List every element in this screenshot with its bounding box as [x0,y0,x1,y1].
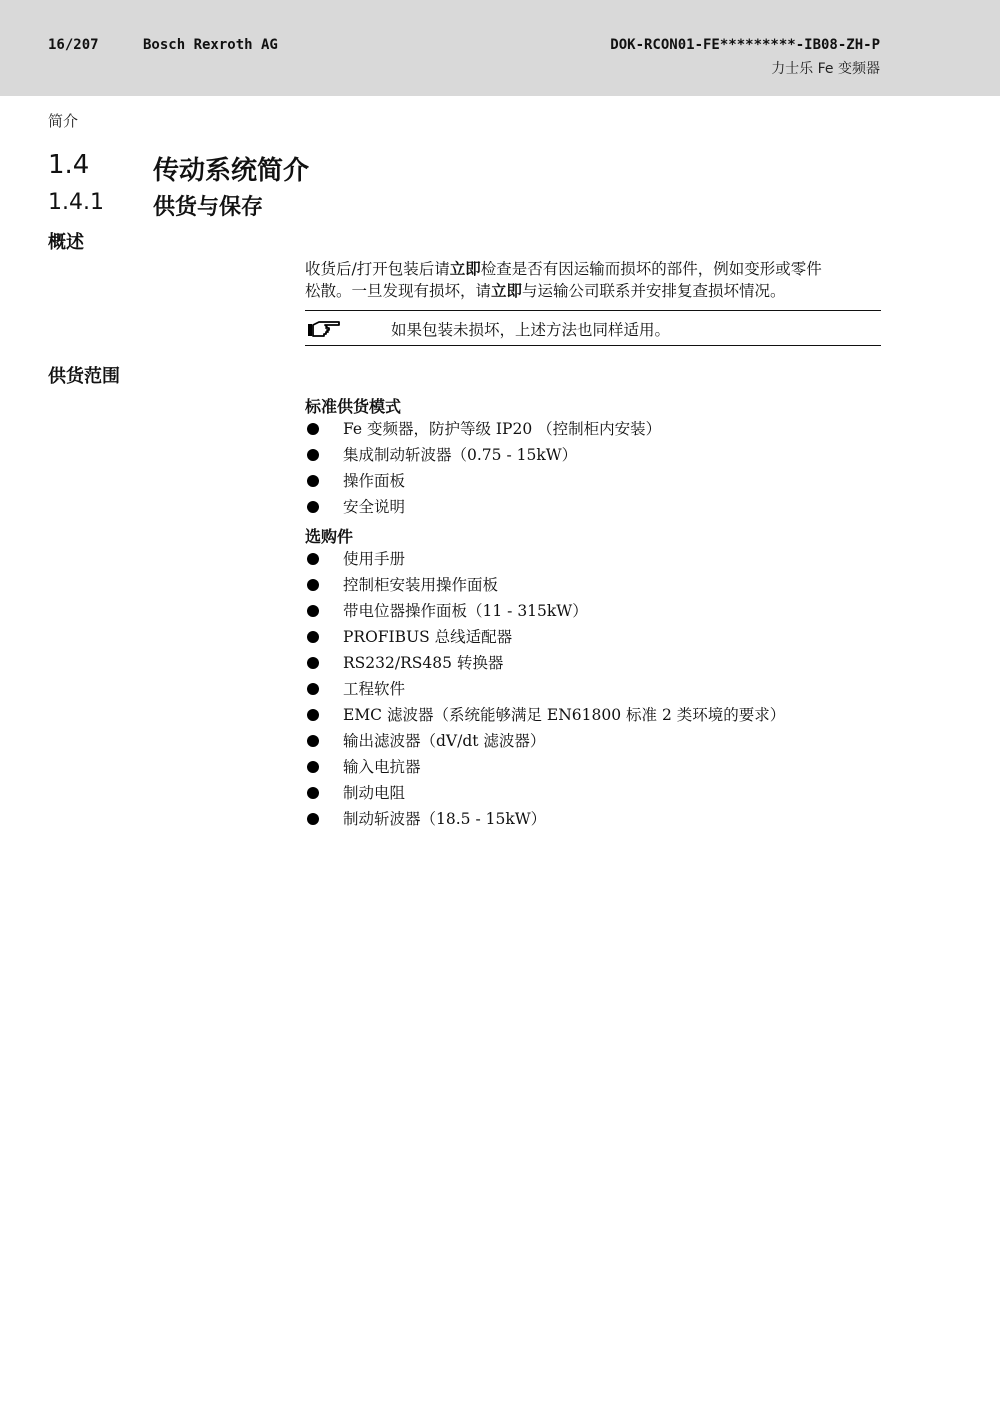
bullet-icon [307,787,319,799]
list-item [305,702,785,728]
bullet-icon [307,761,319,773]
overview-emphasis: 立即 [491,281,523,300]
list-item [305,416,661,442]
page-number: 16/207 [48,37,99,53]
overview-line-1 [305,258,885,280]
list-item [305,624,785,650]
list-item-text: PROFIBUS 总线适配器 [343,628,513,646]
overview-text: 收货后/打开包装后请 [305,260,450,278]
bullet-icon [307,735,319,747]
overview-paragraph [305,258,885,302]
bullet-icon [307,553,319,565]
optional-list [305,546,785,832]
bullet-icon [307,501,319,513]
list-item [305,598,785,624]
list-item [305,650,785,676]
list-item [305,806,785,832]
bullet-icon [307,423,319,435]
bullet-icon [307,683,319,695]
list-item-text: 集成制动斩波器（0.75 - 15kW） [343,446,578,464]
pointing-hand-icon [307,318,341,338]
list-item-text: RS232/RS485 转换器 [343,654,504,672]
list-item [305,494,661,520]
list-item-text: 制动斩波器（18.5 - 15kW） [343,810,547,828]
bullet-icon [307,579,319,591]
list-item [305,780,785,806]
page-header [0,0,1000,96]
list-item-text: 控制柜安装用操作面板 [343,576,499,594]
list-item [305,468,661,494]
heading-2-number: 1.4.1 [48,190,104,215]
list-item-text: 输出滤波器（dV/dt 滤波器） [343,732,546,750]
list-item-text: EMC 滤波器（系统能够满足 EN61800 标准 2 类环境的要求） [343,706,786,724]
overview-text: 与运输公司联系并安排复查损坏情况。 [522,282,786,300]
bullet-icon [307,605,319,617]
bullet-icon [307,631,319,643]
list-item-text: 工程软件 [343,680,406,698]
section-label: 简介 [48,112,79,130]
list-item-text: Fe 变频器，防护等级 IP20 （控制柜内安装） [343,420,662,438]
note-text: 如果包装未损坏，上述方法也同样适用。 [391,321,671,339]
list-item-text: 制动电阻 [343,784,406,802]
product-name: 力士乐 Fe 变频器 [771,61,880,77]
heading-1-number: 1.4 [48,150,90,180]
bullet-icon [307,709,319,721]
list-item-text: 操作面板 [343,472,406,490]
overview-emphasis: 立即 [449,259,481,278]
note-box [305,310,881,346]
list-item [305,728,785,754]
list-item [305,754,785,780]
bullet-icon [307,475,319,487]
standard-list [305,416,661,520]
heading-2-title: 供货与保存 [153,195,264,220]
list-item-text: 输入电抗器 [343,758,421,776]
document-id: DOK-RCON01-FE*********-IB08-ZH-P [610,37,880,53]
side-heading-scope: 供货范围 [48,366,120,387]
overview-line-2 [305,280,885,302]
list-item-text: 安全说明 [343,498,406,516]
list-item [305,676,785,702]
heading-1 [48,150,448,184]
list-item [305,572,785,598]
company-name: Bosch Rexroth AG [143,37,278,53]
list-item-text: 带电位器操作面板（11 - 315kW） [343,602,588,620]
list-item-text: 使用手册 [343,550,406,568]
heading-2 [48,190,448,220]
bullet-icon [307,449,319,461]
bullet-icon [307,657,319,669]
overview-text: 检查是否有因运输而损坏的部件，例如变形或零件 [480,260,822,278]
overview-text: 松散。一旦发现有损坏，请 [305,282,492,300]
list-item [305,442,661,468]
side-heading-overview: 概述 [48,232,84,253]
optional-list-title: 选购件 [305,527,354,546]
bullet-icon [307,813,319,825]
list-item [305,546,785,572]
heading-1-title: 传动系统简介 [153,156,310,186]
standard-list-title: 标准供货模式 [305,397,402,416]
